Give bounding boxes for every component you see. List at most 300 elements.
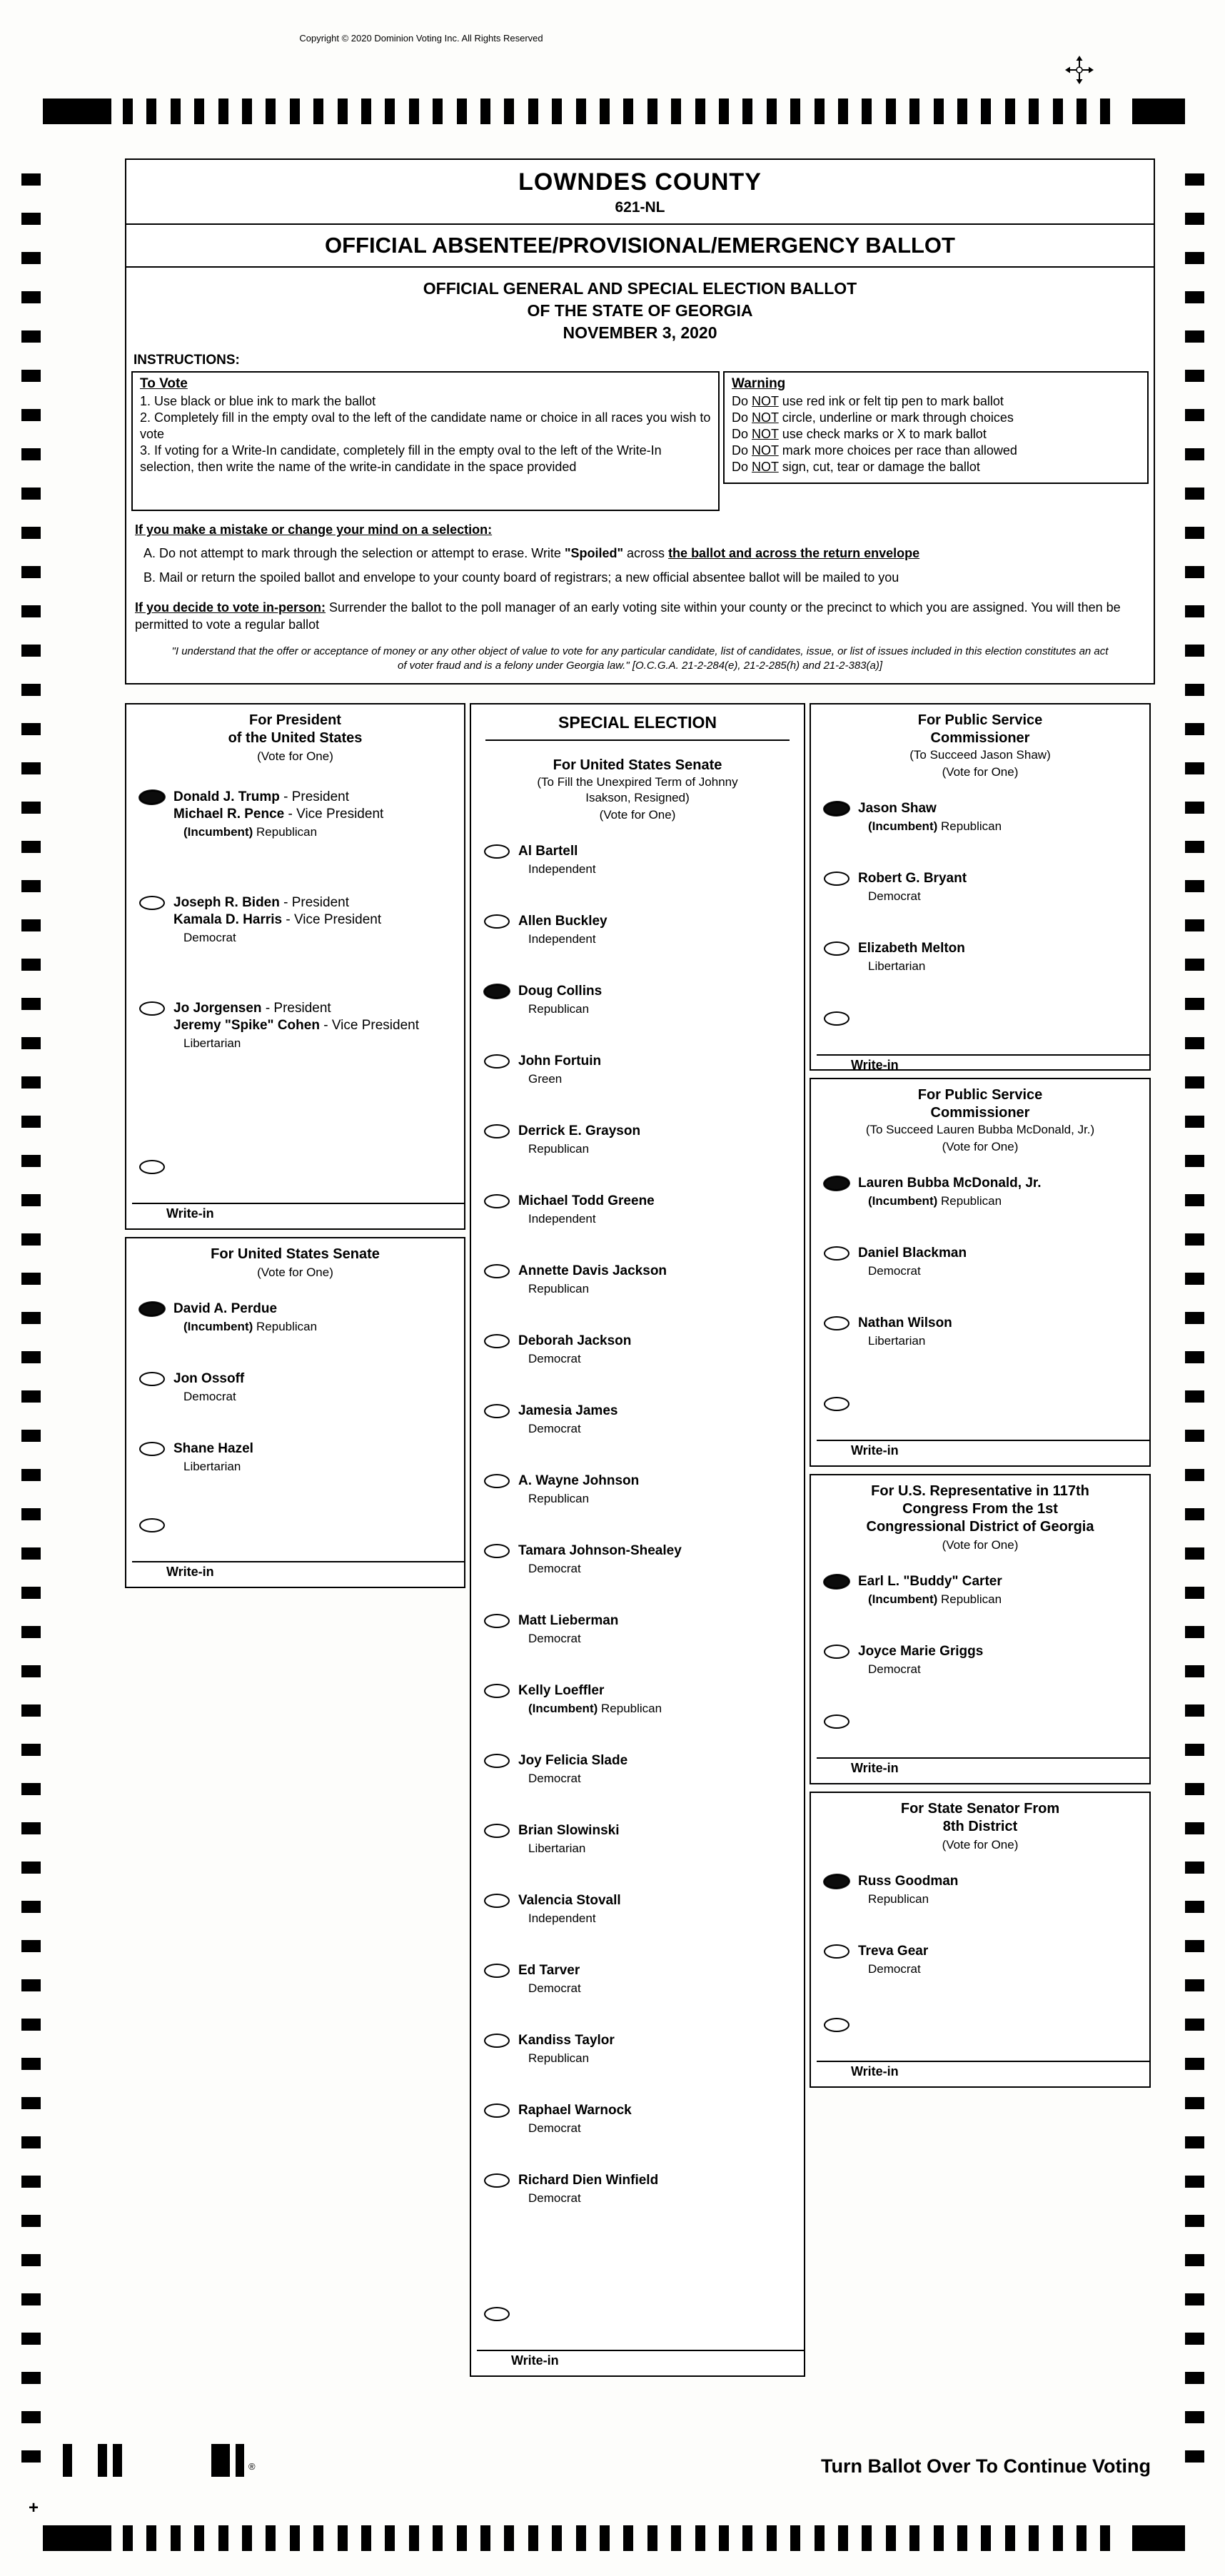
timing-mark [21, 723, 41, 735]
timing-mark [504, 2525, 514, 2551]
ballot-subtitle: OFFICIAL GENERAL AND SPECIAL ELECTION BALLOT [423, 279, 857, 298]
timing-mark [21, 1312, 41, 1324]
candidate-name-line [173, 894, 381, 911]
candidate-oval[interactable] [139, 1442, 165, 1456]
candidate-oval[interactable] [484, 1474, 510, 1488]
do-label: Do [732, 394, 749, 408]
timing-mark [909, 99, 919, 124]
candidate-row [126, 1000, 464, 1051]
timing-mark [21, 1587, 41, 1599]
write-in-row [126, 1158, 464, 1174]
warning-text: mark more choices per race than allowed [782, 443, 1017, 458]
candidate-oval-marked[interactable] [824, 1176, 850, 1191]
candidate-row [471, 1892, 804, 1926]
candidate-list [811, 1573, 1149, 1713]
candidate-oval[interactable] [484, 2103, 510, 2118]
candidate-info [858, 1643, 983, 1677]
instructions-boxes [131, 371, 1149, 511]
candidate-name-line [518, 1193, 655, 1210]
candidate-oval[interactable] [484, 2173, 510, 2188]
timing-mark [1185, 1469, 1204, 1481]
candidate-list [811, 800, 1149, 1010]
candidate-oval-marked[interactable] [484, 984, 510, 999]
candidate-name: Michael R. Pence [173, 807, 285, 822]
candidate-oval[interactable] [484, 1334, 510, 1348]
contest-subtitle-line: Isakson, Resigned) [585, 791, 690, 804]
timing-mark [290, 99, 300, 124]
timing-mark [21, 2411, 41, 2423]
candidate-row [471, 2032, 804, 2066]
contest-header [126, 1238, 464, 1281]
candidate-party: Democrat [528, 2121, 581, 2135]
candidate-office-suffix: - Vice President [284, 807, 384, 822]
candidate-row [471, 1542, 804, 1577]
candidate-info [173, 894, 381, 946]
timing-mark [21, 2333, 41, 2345]
candidate-oval-marked[interactable] [139, 789, 166, 804]
timing-mark [1185, 1312, 1204, 1324]
contest-title-line: For Public Service [917, 712, 1043, 728]
timing-mark [171, 2525, 181, 2551]
candidate-info [518, 1053, 601, 1087]
candidate-party: Democrat [528, 1422, 581, 1435]
candidate-info [518, 1123, 640, 1157]
timing-mark [1185, 291, 1204, 303]
candidate-oval-marked[interactable] [824, 801, 850, 816]
candidate-info [858, 1175, 1042, 1209]
county-box [126, 160, 1154, 225]
timing-mark [123, 99, 133, 124]
candidate-oval[interactable] [824, 1246, 850, 1261]
candidate-name: John Fortuin [518, 1054, 602, 1069]
candidate-info [518, 2102, 632, 2136]
candidate-oval[interactable] [484, 1194, 510, 1208]
candidate-office-suffix: - President [279, 895, 350, 910]
candidate-name: Jo Jorgensen [173, 1001, 262, 1016]
candidate-name-line [173, 789, 383, 806]
candidate-name: Kandiss Taylor [518, 2033, 615, 2048]
timing-mark [21, 370, 41, 382]
timing-mark [21, 1351, 41, 1363]
write-in-oval[interactable] [484, 2307, 510, 2321]
candidate-name: Al Bartell [518, 844, 578, 859]
candidate-oval[interactable] [139, 896, 165, 910]
county-name: LOWNDES COUNTY [518, 168, 762, 196]
candidate-party: Libertarian [868, 959, 926, 973]
candidate-oval[interactable] [484, 1614, 510, 1628]
timing-mark [1185, 370, 1204, 382]
timing-mark [21, 1940, 41, 1952]
candidate-oval[interactable] [484, 1754, 510, 1768]
timing-mark [671, 99, 681, 124]
candidate-oval[interactable] [484, 1684, 510, 1698]
contest-header [471, 749, 804, 823]
candidate-info [858, 1873, 958, 1907]
candidate-oval[interactable] [484, 914, 510, 929]
candidate-oval[interactable] [139, 1372, 165, 1386]
timing-mark [21, 2372, 41, 2384]
timing-mark [21, 488, 41, 500]
candidate-party: Republican [528, 1282, 590, 1295]
timing-mark [1077, 2525, 1087, 2551]
timing-mark [433, 2525, 443, 2551]
vote-for-instruction: (Vote for One) [942, 1140, 1019, 1153]
write-in-row [811, 1395, 1149, 1411]
candidate-info [518, 1333, 631, 1367]
timing-mark [218, 2525, 228, 2551]
timing-mark [719, 2525, 729, 2551]
candidate-oval-marked[interactable] [824, 1574, 850, 1589]
candidate-name: Doug Collins [518, 984, 603, 999]
candidate-row [471, 2102, 804, 2136]
print-mark [211, 2444, 230, 2477]
contest-title-line: For Public Service [917, 1087, 1043, 1103]
spoiled-label: "Spoiled" [564, 546, 624, 560]
contest-title-line: Commissioner [930, 1105, 1030, 1121]
candidate-name-line [858, 1315, 952, 1332]
timing-mark [1185, 173, 1204, 186]
candidate-party: Independent [528, 862, 596, 876]
timing-mark [385, 99, 395, 124]
incumbent-label: (Incumbent) [868, 1592, 938, 1606]
timing-mark [1185, 2215, 1204, 2227]
timing-mark [1185, 409, 1204, 421]
timing-mark [1185, 802, 1204, 814]
candidate-party: Independent [528, 932, 596, 946]
candidate-oval[interactable] [484, 1124, 510, 1138]
candidate-oval[interactable] [824, 872, 850, 886]
candidate-row [811, 1573, 1149, 1607]
candidate-name-line [858, 1175, 1042, 1192]
election-date: NOVEMBER 3, 2020 [563, 323, 717, 342]
candidate-party: (Incumbent) Republican [528, 1702, 662, 1715]
candidate-name: Ed Tarver [518, 1963, 580, 1978]
candidate-oval[interactable] [484, 2034, 510, 2048]
candidate-party: Libertarian [868, 1334, 926, 1348]
timing-mark [457, 2525, 467, 2551]
candidate-info [518, 1962, 581, 1996]
write-in-oval[interactable] [824, 1397, 850, 1411]
timing-mark [647, 2525, 657, 2551]
candidate-info [518, 1682, 662, 1717]
timing-mark [361, 99, 371, 124]
candidate-party: Republican [868, 1892, 929, 1906]
candidate-name-line [518, 2102, 632, 2119]
alignment-plus-mark: + [29, 2498, 39, 2517]
timing-mark [862, 99, 872, 124]
timing-mark [21, 566, 41, 578]
candidate-list [126, 1300, 464, 1510]
candidate-list [811, 1175, 1149, 1385]
write-in-oval[interactable] [824, 1011, 850, 1026]
contest-title-line: Congress From the 1st [902, 1501, 1058, 1517]
timing-mark [528, 99, 538, 124]
contest-state-senate-8 [810, 1792, 1151, 2088]
timing-mark [623, 99, 633, 124]
candidate-party: Democrat [868, 889, 921, 903]
timing-mark [480, 2525, 490, 2551]
timing-mark [361, 2525, 371, 2551]
do-label: Do [732, 410, 749, 425]
timing-mark [1185, 1390, 1204, 1403]
ballot-subtitle-block [126, 268, 1154, 345]
timing-mark [21, 1626, 41, 1638]
incumbent-label: (Incumbent) [868, 1194, 938, 1208]
candidate-name-line [518, 1403, 617, 1420]
timing-mark [576, 99, 586, 124]
candidate-info [518, 1612, 618, 1647]
candidate-party: Libertarian [183, 1460, 241, 1473]
candidate-name-line [518, 983, 602, 1000]
candidate-oval[interactable] [484, 1964, 510, 1978]
candidate-info [858, 870, 967, 904]
write-in-area [811, 1010, 1149, 1071]
candidate-row [811, 1643, 1149, 1677]
contest-subtitle-line: (To Succeed Jason Shaw) [909, 748, 1051, 762]
timing-mark [21, 1822, 41, 1834]
candidate-name-line [518, 913, 608, 930]
timing-mark [1185, 841, 1204, 853]
timing-marks-top [0, 99, 1225, 124]
timing-mark [1053, 2525, 1063, 2551]
candidate-row [471, 1962, 804, 1996]
candidate-info [518, 1263, 667, 1297]
candidate-info [518, 913, 608, 947]
write-in-area [811, 1713, 1149, 1783]
not-label: NOT [752, 427, 779, 441]
candidate-name-line [518, 1822, 619, 1839]
timing-mark [552, 2525, 562, 2551]
timing-mark [480, 99, 490, 124]
timing-mark [790, 99, 800, 124]
timing-marks-bottom [0, 2525, 1225, 2551]
write-in-area [126, 1158, 464, 1228]
write-in-label: Write-in [851, 1443, 899, 1458]
timing-mark [1132, 99, 1185, 124]
timing-mark [790, 2525, 800, 2551]
candidate-party: Democrat [528, 1772, 581, 1785]
timing-mark [1185, 919, 1204, 931]
timing-mark [1185, 1704, 1204, 1717]
candidate-name-line [173, 1000, 419, 1017]
candidate-info [518, 2172, 658, 2206]
timing-mark [862, 2525, 872, 2551]
contest-us-senate-special [470, 703, 805, 2377]
mistake-step-a [143, 545, 1145, 562]
candidate-name-line [858, 940, 965, 957]
timing-mark [313, 2525, 323, 2551]
candidate-oval-marked[interactable] [139, 1301, 166, 1316]
candidate-oval[interactable] [484, 1824, 510, 1838]
candidate-row [471, 1123, 804, 1157]
registration-crosshair-icon [1065, 56, 1094, 88]
candidate-office-suffix: - Vice President [282, 912, 382, 927]
candidate-oval[interactable] [484, 1544, 510, 1558]
timing-mark [21, 1116, 41, 1128]
candidate-oval[interactable] [824, 941, 850, 956]
candidate-party: (Incumbent) Republican [868, 819, 1002, 833]
candidate-row [811, 870, 1149, 904]
timing-mark [409, 99, 419, 124]
timing-mark [695, 2525, 705, 2551]
candidate-oval[interactable] [484, 1404, 510, 1418]
candidate-info [518, 983, 602, 1017]
timing-mark [43, 99, 111, 124]
contest-psc-shaw [810, 703, 1151, 1071]
timing-mark [21, 291, 41, 303]
candidate-oval[interactable] [824, 1645, 850, 1659]
candidate-party: Democrat [528, 1632, 581, 1645]
timing-mark [1185, 1155, 1204, 1167]
candidate-oval[interactable] [139, 1001, 165, 1016]
timing-mark [21, 1273, 41, 1285]
candidate-name: Jamesia James [518, 1403, 618, 1418]
timing-mark [171, 99, 181, 124]
timing-mark [1185, 1233, 1204, 1246]
contest-title-line: For President [249, 712, 341, 728]
candidate-name-line [858, 1573, 1002, 1590]
timing-mark [1132, 2525, 1185, 2551]
timing-mark [1185, 527, 1204, 539]
timing-mark [1185, 2293, 1204, 2305]
mistake-section [135, 522, 1145, 586]
timing-mark [1185, 2333, 1204, 2345]
write-in-area [811, 1395, 1149, 1465]
timing-mark [21, 2450, 41, 2463]
timing-mark [1185, 1430, 1204, 1442]
candidate-name-line [518, 1053, 601, 1070]
candidate-name: Lauren Bubba McDonald, Jr. [858, 1176, 1042, 1191]
candidate-party: (Incumbent) Republican [183, 1320, 318, 1333]
contest-header [811, 1475, 1149, 1553]
candidate-oval[interactable] [824, 1316, 850, 1330]
timing-mark [1185, 645, 1204, 657]
candidate-oval-marked[interactable] [824, 1874, 850, 1889]
write-in-label: Write-in [851, 1058, 899, 1071]
timing-mark [600, 99, 610, 124]
candidate-oval[interactable] [484, 1054, 510, 1069]
timing-mark [600, 2525, 610, 2551]
candidate-name: Robert G. Bryant [858, 871, 967, 886]
timing-mark [21, 2254, 41, 2266]
warning-item [732, 443, 1140, 459]
warning-item [732, 426, 1140, 443]
candidate-party: Democrat [528, 1981, 581, 1995]
contest-title-line: Congressional District of Georgia [866, 1519, 1094, 1535]
timing-mark [21, 1783, 41, 1795]
candidate-party: Republican [528, 2051, 590, 2065]
vote-for-instruction: (Vote for One) [942, 1838, 1019, 1852]
candidate-name: Jason Shaw [858, 801, 937, 816]
timing-mark [433, 99, 443, 124]
candidate-party: Republican [528, 1142, 590, 1156]
candidate-name: David A. Perdue [173, 1301, 278, 1316]
timing-mark [1185, 2450, 1204, 2463]
candidate-list [811, 1873, 1149, 2013]
timing-mark [21, 1155, 41, 1167]
copyright-notice: Copyright © 2020 Dominion Voting Inc. All Rights Reserved [299, 33, 543, 44]
warning-item [732, 410, 1140, 426]
candidate-row [126, 1440, 464, 1475]
candidate-row [811, 1943, 1149, 1977]
timing-mark [218, 99, 228, 124]
incumbent-label: (Incumbent) [868, 819, 938, 833]
candidate-row [471, 1333, 804, 1367]
timing-mark [21, 1508, 41, 1520]
candidate-office-suffix: - President [261, 1001, 331, 1016]
timing-mark [934, 2525, 944, 2551]
candidate-party: Democrat [868, 1264, 921, 1278]
registered-trademark-symbol: ® [248, 2461, 256, 2472]
to-vote-title: To Vote [140, 376, 188, 391]
timing-mark [21, 527, 41, 539]
timing-mark [21, 1076, 41, 1089]
vote-for-instruction: (Vote for One) [942, 1538, 1019, 1552]
candidate-info [858, 1943, 928, 1977]
candidate-party: (Incumbent) Republican [868, 1194, 1002, 1208]
candidate-oval[interactable] [484, 1894, 510, 1908]
candidate-info [518, 843, 596, 877]
timing-mark [623, 2525, 633, 2551]
write-in-oval[interactable] [824, 1714, 850, 1729]
mistake-a-text: across [623, 546, 669, 560]
timing-mark [1100, 2525, 1110, 2551]
candidate-name-line [518, 1333, 631, 1350]
ballot-header-section [125, 158, 1155, 685]
candidate-row [471, 843, 804, 877]
candidate-name-line [518, 2172, 658, 2189]
candidate-name: Tamara Johnson-Shealey [518, 1543, 682, 1558]
not-label: NOT [752, 394, 779, 408]
timing-mark [242, 99, 252, 124]
candidate-info [518, 2032, 615, 2066]
timing-mark [1185, 566, 1204, 578]
timing-mark [1185, 2176, 1204, 2188]
candidate-row [471, 1473, 804, 1507]
candidate-list [126, 789, 464, 1106]
candidate-party: Libertarian [183, 1036, 241, 1050]
candidate-party: Democrat [868, 1662, 921, 1676]
timing-mark [909, 2525, 919, 2551]
timing-mark [1185, 1194, 1204, 1206]
candidate-oval[interactable] [484, 1264, 510, 1278]
candidate-name: Allen Buckley [518, 914, 608, 929]
timing-mark [1185, 1783, 1204, 1795]
contest-president [125, 703, 465, 1230]
timing-mark [43, 2525, 111, 2551]
candidate-party: Democrat [528, 1562, 581, 1575]
candidate-name-line [173, 1370, 244, 1388]
write-in-oval[interactable] [139, 1160, 165, 1174]
candidate-info [858, 800, 1002, 834]
timing-mark [1185, 2097, 1204, 2109]
candidate-oval[interactable] [824, 1944, 850, 1959]
timing-mark [1185, 1037, 1204, 1049]
write-in-oval[interactable] [824, 2018, 850, 2032]
ballot-column-2 [470, 703, 805, 2384]
turn-ballot-over-text: Turn Ballot Over To Continue Voting [821, 2455, 1151, 2477]
candidate-name-line [518, 843, 596, 860]
candidate-name: Matt Lieberman [518, 1613, 619, 1628]
timing-mark [957, 2525, 967, 2551]
candidate-name: Russ Goodman [858, 1874, 959, 1889]
candidate-name: Annette Davis Jackson [518, 1263, 667, 1278]
candidate-oval[interactable] [484, 844, 510, 859]
vote-for-instruction: (Vote for One) [942, 765, 1019, 779]
timing-mark [1029, 2525, 1039, 2551]
write-in-oval[interactable] [139, 1518, 165, 1532]
candidate-name-line [858, 1245, 967, 1262]
